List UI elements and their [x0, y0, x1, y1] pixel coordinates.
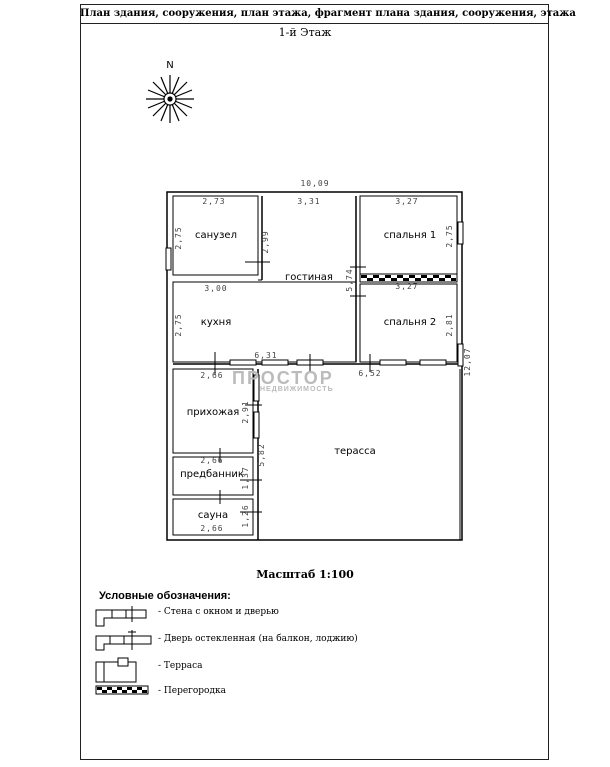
windows	[166, 222, 463, 438]
legend-glazed-door-icon	[96, 630, 151, 650]
dim-sauna-h: 1,26	[241, 504, 250, 528]
room-spalnya-1: спальня 1	[383, 230, 437, 241]
room-sanuzel: санузел	[195, 230, 237, 241]
dim-gost-w: 3,31	[297, 197, 321, 206]
legend-item-glazed-door: - Дверь остекленная (на балкон, лоджию)	[158, 634, 358, 644]
room-gostinaya: гостиная	[285, 272, 333, 283]
room-terrasa: терасса	[334, 446, 376, 457]
walls	[167, 192, 462, 540]
dim-sanuzel-w: 2,73	[202, 197, 226, 206]
room-predbannik: предбанник	[180, 469, 244, 480]
dim-terr-w: 6,52	[358, 369, 382, 378]
legend-partition-icon	[96, 686, 148, 694]
dim-prih-h: 2,91	[241, 400, 250, 424]
dim-gost-h: 2,99	[261, 230, 270, 254]
dim-terr-h: 5,82	[257, 443, 266, 467]
compass-rose-icon	[146, 75, 194, 123]
dim-prih-w: 2,66	[200, 371, 224, 380]
dim-sp1-h: 2,75	[445, 224, 454, 248]
scale-label: Масштаб 1:100	[256, 568, 354, 581]
room-sauna: сауна	[197, 510, 229, 521]
dim-sanuzel-h: 2,75	[174, 226, 183, 250]
dim-pred-w: 2,66	[200, 456, 224, 465]
legend-symbols	[96, 606, 151, 694]
legend-wall-window-door-icon	[96, 606, 146, 626]
room-kuhnya: кухня	[200, 317, 232, 328]
plan-title: План здания, сооружения, план этажа, фрагмент плана здания, сооружения, этажа	[80, 4, 549, 24]
dim-kuh-h: 2,75	[174, 313, 183, 337]
dim-kuh-w: 3,00	[204, 284, 228, 293]
legend-item-partition: - Перегородка	[158, 686, 227, 696]
dim-overall-top: 10,09	[300, 179, 330, 188]
dim-mid-h: 5,74	[345, 268, 354, 292]
watermark	[232, 368, 334, 393]
dim-pred-h: 1,37	[241, 466, 250, 490]
legend-item-terrace: - Терраса	[158, 661, 203, 671]
room-prihozhaya: прихожая	[186, 407, 240, 418]
floor-label: 1-й Этаж	[278, 26, 332, 39]
legend-item-wall: - Стена с окном и дверью	[158, 607, 279, 617]
room-spalnya-2: спальня 2	[383, 317, 437, 328]
legend-title: Условные обозначения:	[99, 590, 231, 602]
compass-north-label: N	[166, 60, 174, 71]
watermark-line1: ПРОСТОР	[232, 368, 334, 388]
watermark-line2: НЕДВИЖИМОСТЬ	[260, 386, 334, 393]
dim-row-631: 6,31	[254, 351, 278, 360]
partition	[360, 274, 457, 282]
dim-overall-right: 12,07	[463, 347, 472, 377]
dim-sp1-w: 3,27	[395, 197, 419, 206]
dim-sp2-h: 2,81	[445, 313, 454, 337]
dim-sauna-w: 2,66	[200, 524, 224, 533]
legend-terrace-icon	[96, 658, 136, 682]
dim-sp2-w: 3,27	[395, 282, 419, 291]
